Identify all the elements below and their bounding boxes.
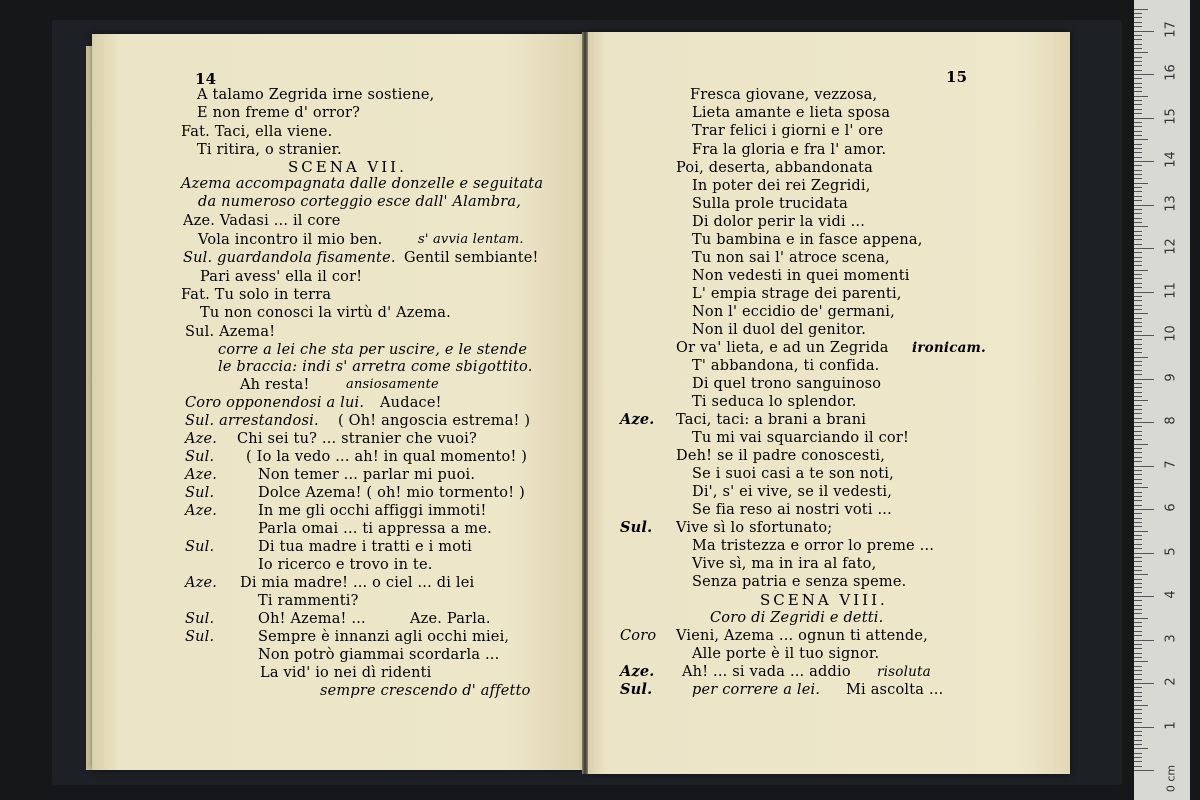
ruler-tick [1134,274,1142,275]
ruler-tick [1134,83,1142,84]
ruler-number: 0 cm [1164,764,1178,793]
speaker-label: Sul. [185,449,215,465]
ruler-tick [1134,322,1142,323]
ruler-tick [1134,222,1142,223]
verse-line: Non temer ... parlar mi puoi. [258,467,476,483]
ruler-tick [1134,409,1142,410]
ruler-number: 13 [1163,194,1179,212]
ruler-tick [1134,727,1154,728]
verse-line: Tu non sai l' atroce scena, [692,250,890,266]
ruler-tick [1134,292,1154,293]
ruler-tick [1134,326,1142,327]
verse-line: La vid' io nei dì ridenti [260,665,432,681]
ruler-tick [1134,457,1142,458]
verse-line: Tu mi vai squarciando il cor! [692,430,909,446]
ruler-tick [1134,418,1142,419]
ruler-number: 15 [1163,107,1179,125]
ruler-number: 12 [1163,238,1179,255]
speaker-label: Sul. [185,485,215,501]
ruler-tick [1134,513,1142,514]
ruler-number: 7 [1163,459,1179,469]
ruler-tick [1134,335,1154,336]
ruler-tick [1134,370,1142,371]
ruler-tick [1134,687,1142,688]
verse-line: Or va' lieta, e ad un Zegrida [676,340,889,356]
ruler-tick [1134,252,1142,253]
ruler-tick [1134,31,1154,32]
ruler-tick [1134,587,1142,588]
ruler-tick [1134,118,1154,119]
ruler-tick [1134,387,1142,388]
stage-direction: le braccia: indi s' arretra come sbigottito. [218,359,533,375]
ruler-tick [1134,91,1142,92]
ruler-tick [1134,48,1142,49]
verse-line: Non vedesti in quei momenti [692,268,910,284]
verse-line: Io ricerco e trovo in te. [258,557,433,573]
verse-line: In me gli occhi affiggi immoti! [258,503,487,519]
stage-direction: ansiosamente [346,377,439,392]
ruler-tick [1134,674,1142,675]
verse-line: Audace! [380,395,442,411]
speaker-label: Sul. [185,611,215,627]
ruler-tick [1134,344,1142,345]
verse-line: Vive sì lo sfortunato; [676,520,833,536]
ruler-number: 14 [1163,151,1179,168]
ruler-number: 8 [1163,416,1179,425]
verse-line: Parla omai ... ti appressa a me. [258,521,492,537]
speaker-label: Aze. [620,663,655,680]
ruler-tick [1134,522,1142,523]
speaker-label: Aze. [185,431,218,447]
ruler-tick [1134,713,1142,714]
ruler-tick [1134,740,1142,741]
verse-line: Dolce Azema! ( oh! mio tormento! ) [258,485,525,501]
verse-line: Ah resta! [240,377,310,393]
ruler-tick [1134,248,1154,249]
ruler-tick [1134,413,1142,414]
ruler-tick [1134,744,1142,745]
verse-line: Ti seduca lo splendor. [692,394,857,410]
ruler-tick [1134,509,1154,510]
ruler-tick [1134,152,1142,153]
ruler-tick [1134,526,1142,527]
ruler-tick [1134,257,1142,258]
ruler-tick [1134,731,1142,732]
ruler-tick [1134,640,1154,641]
ruler-number: 17 [1163,20,1179,38]
ruler-tick [1134,661,1148,662]
ruler-tick [1134,500,1142,501]
stage-direction: s' avvia lentam. [418,232,524,247]
ruler-tick [1134,405,1142,406]
ruler-tick [1134,265,1142,266]
ruler-tick [1134,383,1142,384]
ruler-tick [1134,496,1142,497]
ruler-tick [1134,361,1142,362]
ruler-tick [1134,666,1142,667]
ruler-tick [1134,17,1142,18]
verse-line: Vola incontro il mio ben. [198,232,383,248]
ruler-tick [1134,78,1142,79]
ruler-tick [1134,439,1142,440]
ruler-tick [1134,653,1142,654]
ruler-tick [1134,305,1142,306]
verse-line: Se i suoi casi a te son noti, [692,466,894,482]
ruler-tick [1134,261,1142,262]
verse-line: Fra la gloria e fra l' amor. [692,142,887,158]
ruler-tick [1134,113,1142,114]
ruler-tick [1134,357,1148,358]
ruler-tick [1134,487,1148,488]
speaker-label: Aze. [185,503,218,519]
verse-line: Aze. Parla. [410,611,491,627]
ruler-tick [1134,531,1148,532]
ruler-tick [1134,9,1148,10]
ruler-tick [1134,748,1148,749]
ruler-number: 5 [1163,546,1179,556]
ruler-tick [1134,396,1142,397]
ruler-tick [1134,122,1142,123]
ruler-tick [1134,139,1148,140]
ruler-tick [1134,131,1142,132]
ruler-tick [1134,470,1142,471]
verse-line: Di', s' ei vive, se il vedesti, [692,484,893,500]
verse-line: Fat. Taci, ella viene. [181,124,333,140]
ruler-number: 3 [1163,633,1179,643]
ruler-tick [1134,705,1148,706]
ruler-tick [1134,22,1142,23]
ruler-number: 9 [1163,372,1179,382]
scene-heading: SCENA VII. [288,158,407,176]
ruler-tick [1134,474,1142,475]
verse-line: Taci, taci: a brani a brani [676,412,867,428]
verse-line: Di tua madre i tratti e i moti [258,539,473,555]
ruler-tick [1134,26,1142,27]
verse-line: Gentil sembiante! [404,250,539,266]
verse-line: Di mia madre! ... o ciel ... di lei [240,575,475,591]
ruler-tick [1134,70,1142,71]
stage-direction: da numeroso corteggio esce dall' Alambra, [198,194,522,210]
ruler-tick [1134,448,1142,449]
ruler-tick [1134,218,1142,219]
ruler-tick [1134,574,1148,575]
ruler-tick [1134,144,1142,145]
ruler-tick [1134,722,1142,723]
ruler-tick [1134,618,1148,619]
verse-line: L' empia strage dei parenti, [692,286,902,302]
ruler-tick [1134,683,1154,684]
ruler-tick [1134,339,1142,340]
verse-line: Fresca giovane, vezzosa, [690,87,878,103]
verse-line: Sulla prole trucidata [692,196,849,212]
verse-line: Non potrò giammai scordarla ... [258,647,500,663]
ruler-tick [1134,170,1142,171]
verse-line: Aze. Vadasi ... il core [183,213,341,229]
verse-line: Non l' eccidio de' germani, [692,304,895,320]
ruler-tick [1134,126,1142,127]
ruler-tick [1134,74,1154,75]
ruler-tick [1134,296,1142,297]
verse-line: Chi sei tu? ... stranier che vuoi? [237,431,477,447]
ruler-tick [1134,609,1142,610]
ruler-tick [1134,535,1142,536]
ruler-tick [1134,657,1142,658]
verse-line: ( Io la vedo ... ah! in qual momento! ) [246,449,528,465]
ruler-tick [1134,766,1142,767]
verse-line: Deh! se il padre conoscesti, [676,448,886,464]
ruler-tick [1134,135,1142,136]
stage-direction: ironicam. [912,340,986,356]
ruler-tick [1134,561,1142,562]
speaker-label: Sul. [620,681,653,698]
speaker-label: Sul. [620,519,653,536]
ruler-tick [1134,679,1142,680]
ruler-tick [1134,200,1142,201]
ruler-number: 6 [1163,503,1179,512]
ruler-tick [1134,570,1142,571]
ruler-tick [1134,670,1142,671]
ruler-tick [1134,352,1142,353]
ruler-tick [1134,374,1142,375]
verse-line: Ma tristezza e orror lo preme ... [692,538,935,554]
ruler-number: 16 [1163,64,1179,81]
ruler-tick [1134,579,1142,580]
ruler-tick [1134,187,1142,188]
ruler-tick [1134,548,1142,549]
ruler-tick [1134,39,1142,40]
ruler-tick [1134,648,1142,649]
ruler-tick [1134,700,1142,701]
ruler-tick [1134,165,1142,166]
ruler-tick [1134,583,1142,584]
measuring-ruler [1134,0,1190,800]
ruler-tick [1134,87,1142,88]
verse-line: Ti ritira, o stranier. [197,142,342,158]
ruler-tick [1134,635,1142,636]
ruler-tick [1134,270,1148,271]
ruler-tick [1134,631,1142,632]
ruler-tick [1134,644,1142,645]
ruler-tick [1134,557,1142,558]
verse-line: Mi ascolta ... [846,682,944,698]
ruler-tick [1134,600,1142,601]
ruler-tick [1134,770,1154,771]
ruler-tick [1134,757,1142,758]
ruler-tick [1134,226,1148,227]
ruler-tick [1134,400,1148,401]
ruler-tick [1134,452,1142,453]
verse-line: Lieta amante e lieta sposa [692,105,891,121]
ruler-tick [1134,196,1142,197]
ruler-tick [1134,209,1142,210]
verse-line: Di dolor perir la vidi ... [692,214,866,230]
ruler-tick [1134,605,1142,606]
verse-line: Poi, deserta, abbandonata [676,160,873,176]
verse-line: Ah! ... si vada ... addio [682,664,851,680]
ruler-tick [1134,426,1142,427]
ruler-tick [1134,553,1154,554]
verse-line: E non freme d' orror? [197,105,361,121]
verse-line: Se fia reso ai nostri voti ... [692,502,892,518]
stage-direction: risoluta [877,664,931,680]
ruler-tick [1134,365,1142,366]
speaker-label: Sul. [185,539,215,555]
ruler-number: 1 [1163,720,1179,730]
speaker-label: Sul. [185,629,215,645]
ruler-tick [1134,718,1142,719]
ruler-tick [1134,379,1154,380]
verse-line: Sul. Azema! [185,324,276,340]
verse-line: Sempre è innanzi agli occhi miei, [258,629,510,645]
ruler-tick [1134,444,1148,445]
ruler-tick [1134,287,1142,288]
verse-line: Tu bambina e in fasce appena, [692,232,923,248]
verse-line: Oh! Azema! ... [258,611,366,627]
ruler-tick [1134,178,1142,179]
ruler-tick [1134,44,1142,45]
ruler-tick [1134,205,1154,206]
ruler-tick [1134,183,1148,184]
ruler-tick [1134,283,1142,284]
ruler-number: 2 [1163,677,1179,686]
ruler-tick [1134,104,1142,105]
ruler-tick [1134,613,1142,614]
verse-line: In poter dei rei Zegridi, [692,178,871,194]
stage-direction: Coro di Zegridi e detti. [710,610,884,626]
ruler-tick [1134,622,1142,623]
ruler-tick [1134,35,1142,36]
ruler-tick [1134,709,1142,710]
ruler-tick [1134,461,1142,462]
ruler-tick [1134,392,1142,393]
ruler-tick [1134,231,1142,232]
ruler-tick [1134,239,1142,240]
ruler-tick [1134,278,1142,279]
scene-heading: SCENA VIII. [760,591,888,609]
stage-direction: corre a lei che sta per uscire, e le stende [218,342,528,358]
ruler-number: 11 [1163,281,1179,299]
ruler-tick [1134,505,1142,506]
ruler-tick [1134,57,1142,58]
ruler-tick [1134,566,1142,567]
speaker-label: Aze. [620,411,655,428]
ruler-tick [1134,61,1142,62]
ruler-number: 10 [1163,325,1179,342]
ruler-tick [1134,348,1142,349]
ruler-tick [1134,466,1154,467]
verse-line: Vieni, Azema ... ognun ti attende, [676,628,928,644]
ruler-tick [1134,313,1148,314]
ruler-tick [1134,539,1142,540]
verse-line: Pari avess' ella il cor! [200,269,363,285]
stage-direction: Azema accompagnata dalle donzelle e seguitata [181,176,544,192]
ruler-tick [1134,544,1142,545]
ruler-tick [1134,761,1142,762]
speaker-label: Coro [620,628,657,644]
page-number: 14 [195,70,217,88]
page-number: 15 [946,68,968,86]
verse-line: Fat. Tu solo in terra [181,287,332,303]
ruler-tick [1134,626,1142,627]
ruler-tick [1134,191,1142,192]
ruler-tick [1134,309,1142,310]
ruler-tick [1134,479,1142,480]
verse-line: Tu non conosci la virtù d' Azema. [200,305,451,321]
ruler-number: 4 [1163,590,1179,599]
ruler-tick [1134,735,1142,736]
ruler-tick [1134,692,1142,693]
ruler-tick [1134,696,1142,697]
verse-line: A talamo Zegrida irne sostiene, [197,87,435,103]
ruler-tick [1134,431,1142,432]
ruler-tick [1134,52,1148,53]
ruler-tick [1134,518,1142,519]
ruler-tick [1134,318,1142,319]
verse-line: Ti rammenti? [258,593,359,609]
verse-line: ( Oh! angoscia estrema! ) [338,413,531,429]
ruler-tick [1134,435,1142,436]
ruler-tick [1134,300,1142,301]
ruler-tick [1134,13,1142,14]
ruler-tick [1134,592,1142,593]
verse-line: Senza patria e senza speme. [692,574,907,590]
ruler-tick [1134,492,1142,493]
ruler-tick [1134,174,1142,175]
ruler-tick [1134,157,1142,158]
ruler-tick [1134,148,1142,149]
verse-line: T' abbandona, ti confida. [692,358,880,374]
ruler-tick [1134,213,1142,214]
ruler-tick [1134,65,1142,66]
ruler-tick [1134,235,1142,236]
verse-line: Di quel trono sanguinoso [692,376,882,392]
verse-line: Vive sì, ma in ira al fato, [692,556,877,572]
ruler-tick [1134,161,1154,162]
book-gutter [582,32,588,774]
ruler-tick [1134,596,1154,597]
ruler-tick [1134,109,1142,110]
ruler-tick [1134,244,1142,245]
ruler-tick [1134,753,1142,754]
verse-line: Non il duol del genitor. [692,322,867,338]
stage-direction: Coro opponendosi a lui. [185,395,365,411]
verse-line: Alle porte è il tuo signor. [692,646,880,662]
stage-direction: Sul. guardandola fisamente. [183,250,396,266]
ruler-tick [1134,100,1142,101]
ruler-tick [1134,331,1142,332]
speaker-label: Aze. [185,467,218,483]
speaker-label: Aze. [185,575,218,591]
ruler-tick [1134,483,1142,484]
ruler-tick [1134,422,1154,423]
ruler-tick [1134,96,1148,97]
verse-line: Trar felici i giorni e l' ore [692,123,884,139]
stage-direction: Sul. arrestandosi. [185,413,319,429]
stage-direction: sempre crescendo d' affetto [320,683,531,699]
stage-direction: per correre a lei. [692,682,821,698]
